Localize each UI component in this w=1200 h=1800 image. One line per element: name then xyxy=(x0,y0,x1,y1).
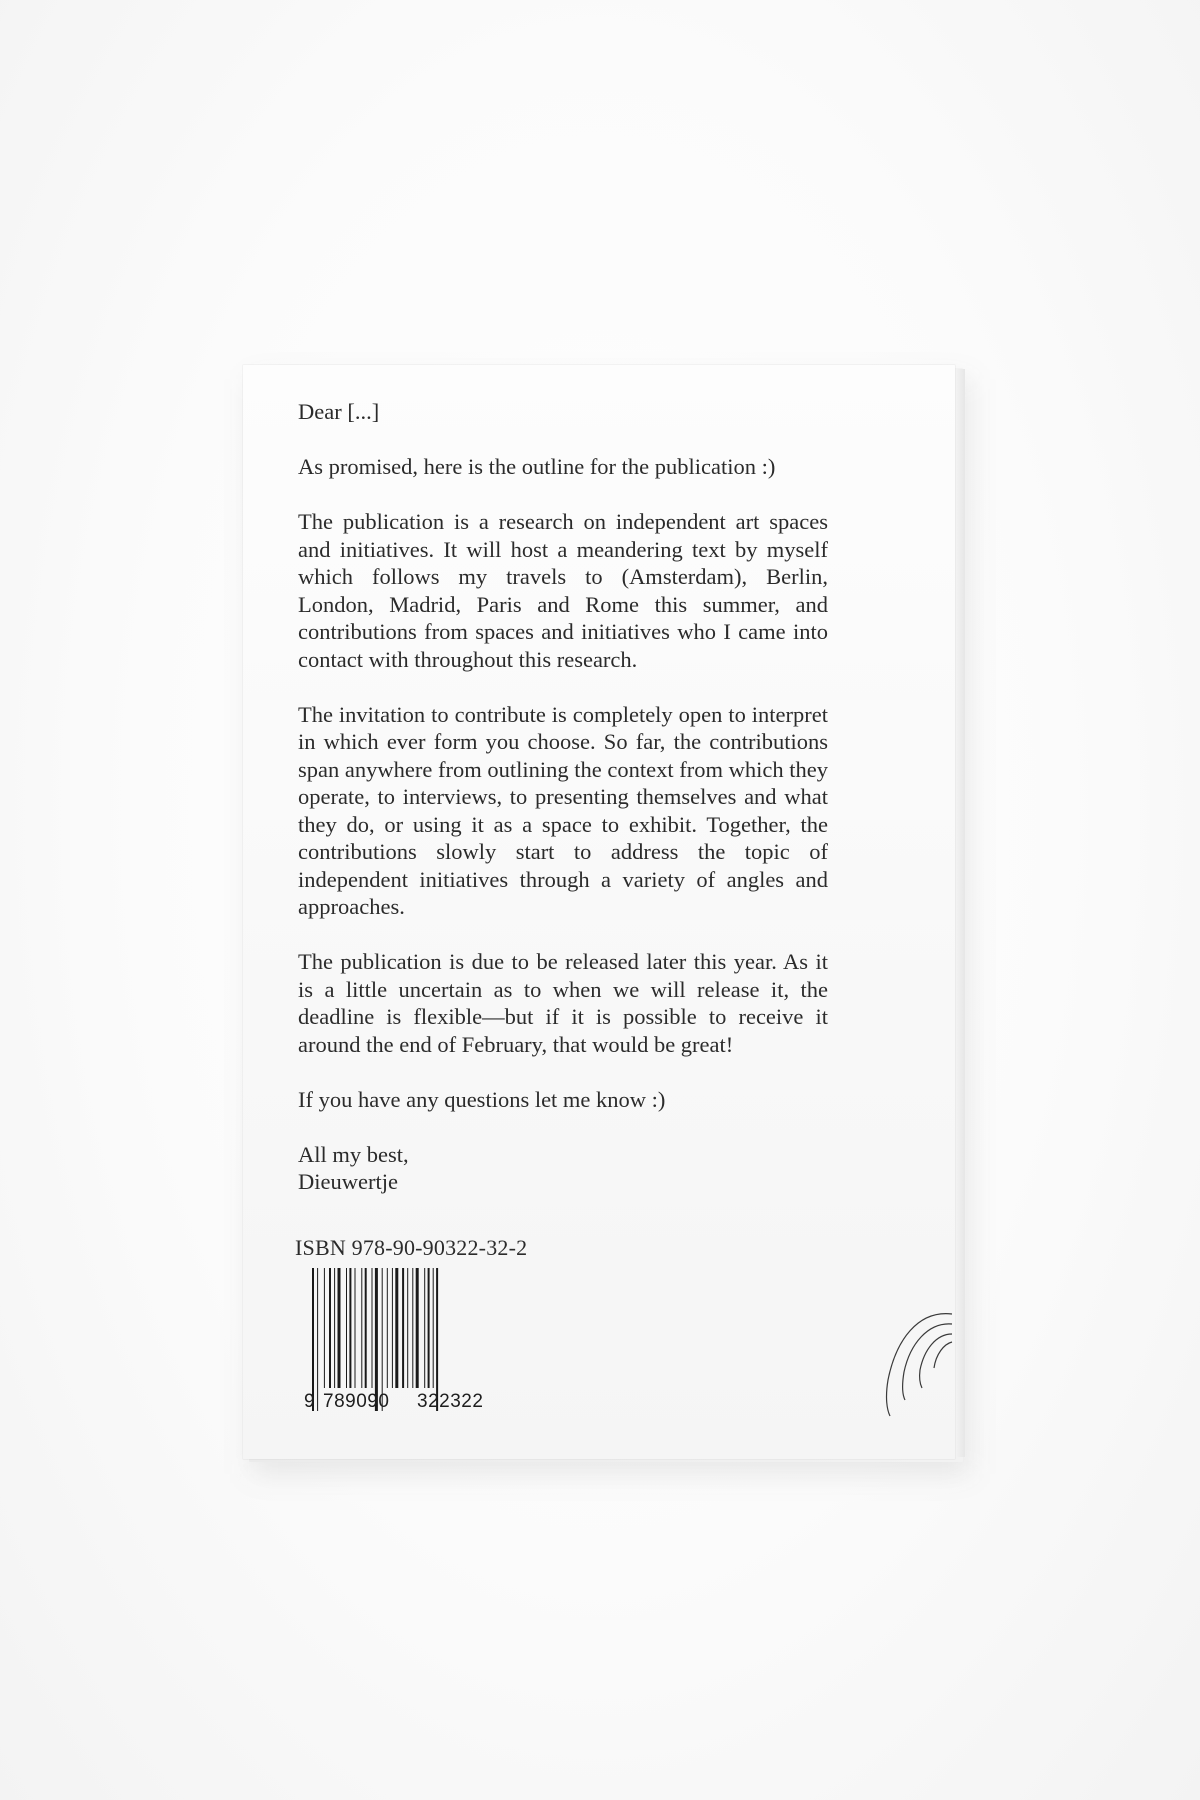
barcode-bar xyxy=(392,1268,393,1388)
letter-paragraph-research: The publication is a research on independent art spaces and initiatives. It will host a meandering text by myself which follows my travels to (Amsterdam), Berlin, London, Madrid, Paris and Rome this summer, and contributions from spaces and initiatives who I came into contact with throughout this research. xyxy=(298,509,828,672)
barcode-bar xyxy=(424,1268,425,1388)
barcode xyxy=(304,1268,512,1415)
letter-signature: Dieuwertje xyxy=(298,1169,398,1194)
book-spine-edge xyxy=(955,369,965,1457)
letter-paragraph-intro: As promised, here is the outline for the publication :) xyxy=(298,454,776,479)
letter-text xyxy=(298,398,828,1196)
barcode-lead-digit: 9 xyxy=(304,1391,315,1412)
barcode-bar xyxy=(375,1268,378,1411)
barcode-bar xyxy=(428,1268,430,1388)
barcode-bar xyxy=(365,1268,367,1388)
barcode-bar xyxy=(412,1268,413,1388)
barcode-bar xyxy=(329,1268,331,1388)
barcode-bar xyxy=(349,1268,351,1388)
barcode-bar xyxy=(361,1268,362,1388)
barcode-bar xyxy=(416,1268,419,1388)
curved-lines-logo-icon xyxy=(878,1310,953,1420)
isbn-number: ISBN 978-90-90322-32-2 xyxy=(295,1235,528,1260)
barcode-bar xyxy=(395,1268,398,1388)
barcode-digits-left: 789090 xyxy=(323,1391,390,1412)
barcode-bar xyxy=(312,1268,314,1411)
barcode-bar xyxy=(433,1268,434,1388)
barcode-bar xyxy=(436,1268,438,1411)
letter-paragraph-deadline: The publication is due to be released later this year. As it is a little uncertain as to when we will release it, the deadline is flexible—but if it is possible to receive it around the end of February, that would be great! xyxy=(298,949,828,1057)
barcode-bar xyxy=(372,1268,373,1388)
letter-greeting: Dear [...] xyxy=(298,399,380,424)
letter-paragraph-invitation: The invitation to contribute is completely open to interpret in which ever form you choose. So far, the contributions span anywhere from outlining the context from which they operate, to interviews, to presenting themselves and what they do, or using it as a space to exhibit. Together, the contributions slowly start to address the topic of independent initiatives through a variety of angles and approaches. xyxy=(298,701,828,919)
barcode-bar xyxy=(334,1268,335,1388)
barcode-bar xyxy=(355,1268,356,1388)
barcode-bar xyxy=(324,1268,325,1388)
barcode-bar xyxy=(402,1268,404,1388)
barcode-digits-right: 322322 xyxy=(417,1391,484,1412)
back-cover xyxy=(243,365,955,1459)
barcode-bar xyxy=(346,1268,347,1388)
barcode-bar xyxy=(407,1268,408,1388)
letter-paragraph-questions: If you have any questions let me know :) xyxy=(298,1086,666,1112)
barcode-bar xyxy=(317,1268,318,1411)
barcode-bar xyxy=(382,1268,383,1411)
letter-closing: All my best, xyxy=(298,1141,409,1167)
book xyxy=(243,365,961,1460)
barcode-bar xyxy=(387,1268,388,1388)
barcode-bar xyxy=(338,1268,341,1388)
